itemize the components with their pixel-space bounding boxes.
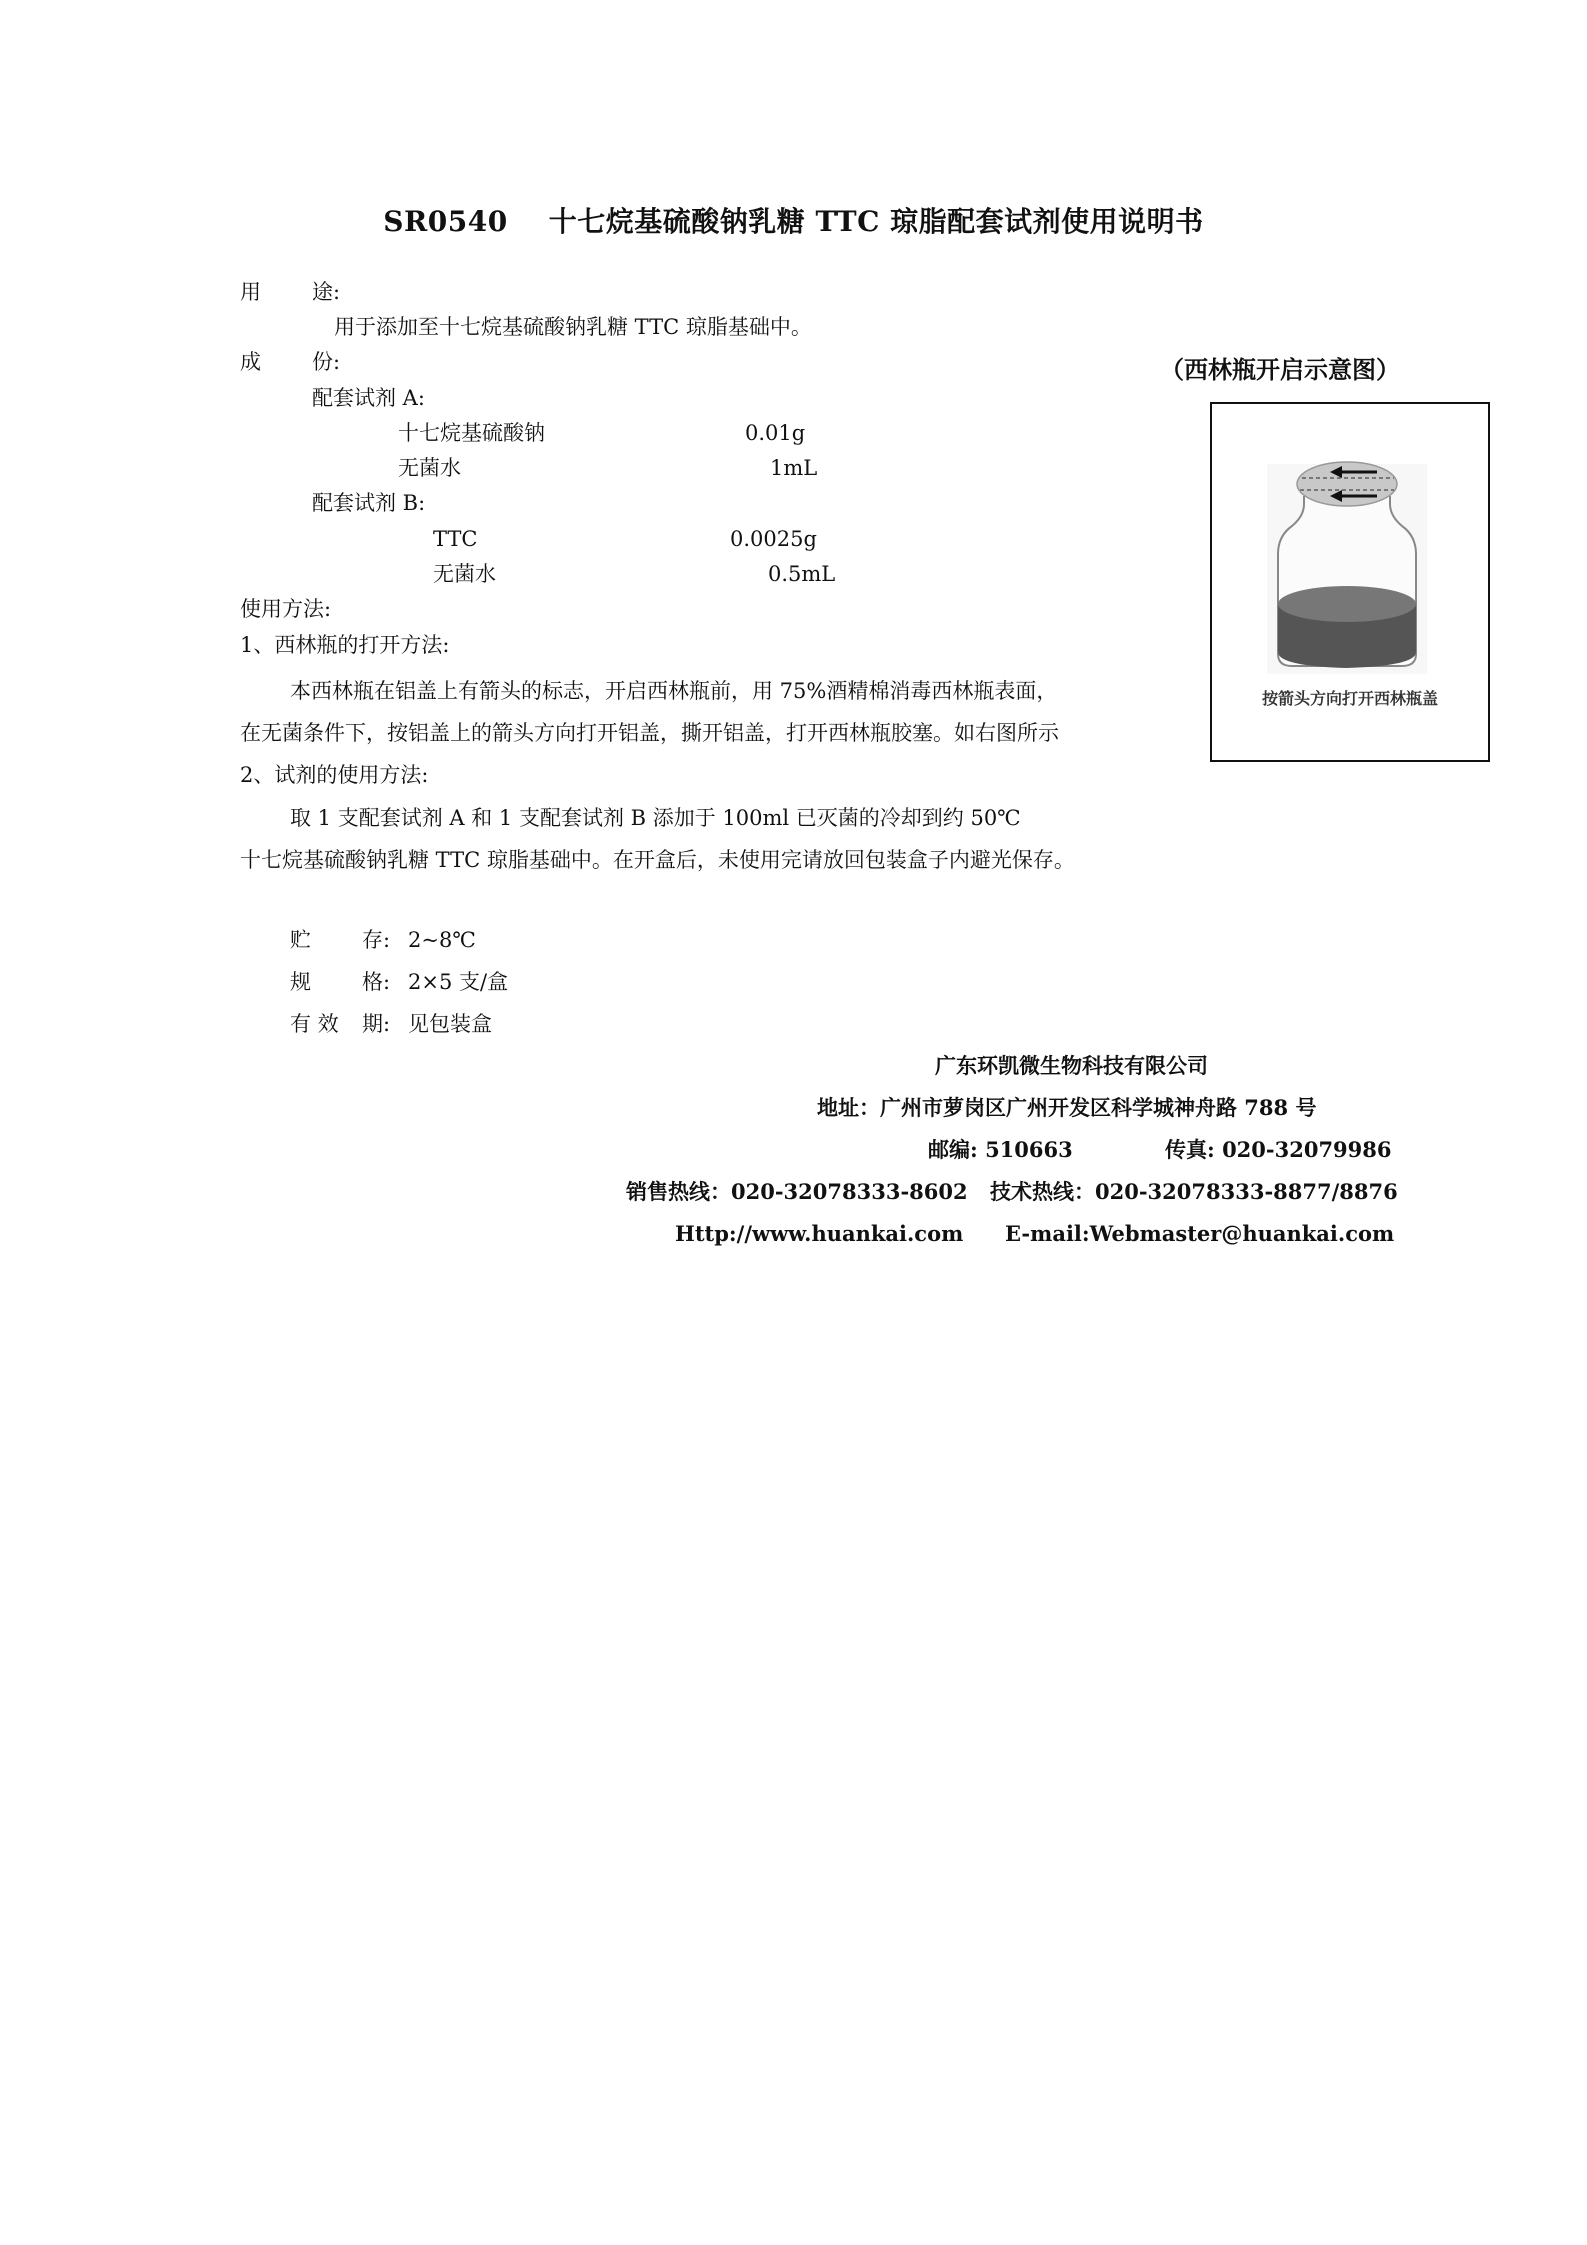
document-title — [0, 200, 1587, 240]
spec-value: 2×5 支/盒 — [408, 970, 509, 994]
spec-label-a: 贮 — [290, 928, 311, 952]
vial-illustration-icon — [1212, 404, 1488, 674]
composition-label-b: 份: — [312, 350, 341, 374]
reagent-b-item-name: TTC — [433, 527, 478, 551]
expiry-value: 见包装盒 — [408, 1012, 492, 1036]
spec-label-a: 有 效 — [290, 1012, 339, 1036]
composition-label-a: 成 — [240, 350, 261, 374]
step1-heading: 1、西林瓶的打开方法: — [240, 633, 450, 657]
company-postcode: 邮编: 510663 — [928, 1137, 1073, 1162]
title-text: 十七烷基硫酸钠乳糖 TTC 琼脂配套试剂使用说明书 — [548, 205, 1204, 238]
product-code: SR0540 — [383, 205, 508, 238]
tech-hotline: 技术热线：020-32078333-8877/8876 — [990, 1179, 1398, 1204]
sales-hotline: 销售热线：020-32078333-8602 — [626, 1179, 968, 1204]
figure-title: （西林瓶开启示意图） — [1160, 355, 1400, 384]
email-link[interactable]: E-mail:Webmaster@huankai.com — [1005, 1221, 1395, 1246]
storage-value: 2~8℃ — [408, 928, 476, 952]
usage-text: 用于添加至十七烷基硫酸钠乳糖 TTC 琼脂基础中。 — [334, 315, 812, 339]
reagent-b-item-amount: 0.5mL — [768, 562, 836, 586]
reagent-a-item-name: 无菌水 — [398, 456, 461, 480]
website-link[interactable]: Http://www.huankai.com — [675, 1221, 964, 1246]
reagent-a-item-name: 十七烷基硫酸钠 — [398, 421, 545, 445]
company-address: 地址：广州市萝岗区广州开发区科学城神舟路 788 号 — [817, 1095, 1317, 1120]
reagent-b-item-amount: 0.0025g — [730, 527, 817, 551]
spec-label-b: 格: — [362, 970, 391, 994]
usage-label-b: 途: — [312, 280, 341, 304]
step2-heading: 2、试剂的使用方法: — [240, 763, 429, 787]
method-heading: 使用方法: — [240, 597, 332, 621]
spec-label-a: 规 — [290, 970, 311, 994]
figure-caption: 按箭头方向打开西林瓶盖 — [1261, 689, 1438, 708]
reagent-a-item-amount: 0.01g — [745, 421, 806, 445]
spec-label-b: 期: — [362, 1012, 391, 1036]
reagent-b-label: 配套试剂 B: — [312, 491, 426, 515]
vial-figure — [1210, 402, 1490, 762]
reagent-a-label: 配套试剂 A: — [312, 386, 425, 410]
reagent-b-item-name: 无菌水 — [433, 562, 496, 586]
step2-line2: 十七烷基硫酸钠乳糖 TTC 琼脂基础中。在开盒后，未使用完请放回包装盒子内避光保存。 — [240, 848, 1075, 872]
step2-line1: 取 1 支配套试剂 A 和 1 支配套试剂 B 添加于 100ml 已灭菌的冷却到约 50℃ — [290, 806, 1021, 830]
reagent-a-item-amount: 1mL — [770, 456, 818, 480]
spec-label-b: 存: — [362, 928, 391, 952]
step1-line1: 本西林瓶在铝盖上有箭头的标志，开启西林瓶前，用 75%酒精棉消毒西林瓶表面， — [290, 679, 1058, 703]
company-name: 广东环凯微生物科技有限公司 — [935, 1053, 1208, 1078]
usage-label-a: 用 — [240, 280, 261, 304]
company-fax: 传真: 020-32079986 — [1165, 1137, 1392, 1162]
step1-line2: 在无菌条件下，按铝盖上的箭头方向打开铝盖，撕开铝盖，打开西林瓶胶塞。如右图所示 — [240, 721, 1059, 745]
